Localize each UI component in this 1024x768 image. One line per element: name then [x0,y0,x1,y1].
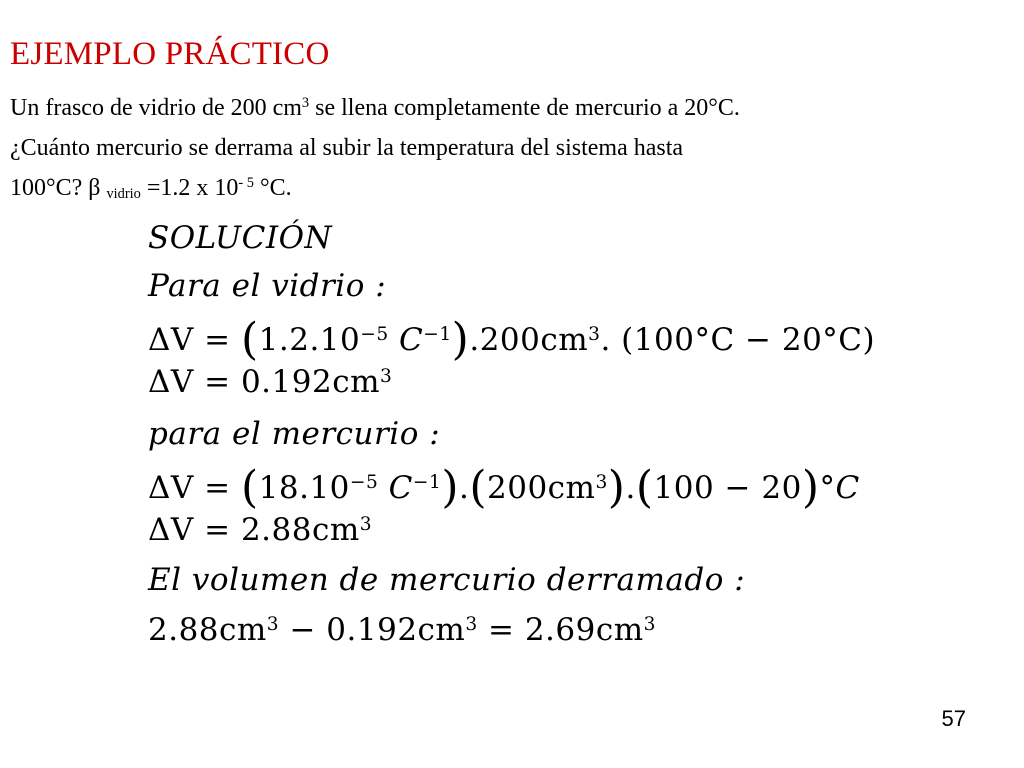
mercury-label [148,416,440,452]
equation-spilled-volume [148,612,656,648]
problem-line-1 [10,88,1000,128]
eq-text: 18.10 [258,470,350,506]
exponent: 3 [465,613,478,635]
problem-text: °C. [253,175,292,201]
equation-mercury-volume [148,462,860,513]
problem-statement [10,88,1000,208]
eq-text: 1.2.10 [258,322,361,358]
exponent: −1 [412,471,442,493]
exponent: 3 [595,471,608,493]
glass-label [148,268,386,304]
problem-line-3 [10,168,1000,208]
eq-text: . [625,470,636,506]
problem-line-2: ¿Cuánto mercurio se derrama al subir la temperatura del sistema hasta [10,135,684,161]
problem-text: Un frasco de vidrio de 200 cm [10,95,302,121]
eq-text: 100 − 20 [653,470,802,506]
eq-text: . [458,470,470,506]
exponent: −5 [360,323,389,345]
exponent: 3 [379,365,393,387]
eq-text: C [388,322,424,358]
equation-mercury-result [148,512,372,548]
exponent: −5 [349,471,379,493]
right-paren: ) [451,314,470,365]
exponent: 3 [301,95,310,112]
eq-text: ΔV = 0.192cm [148,364,380,400]
eq-text: ΔV = 2.88cm [148,512,360,548]
equation-glass-volume [148,314,875,365]
equation-glass-result [148,364,392,400]
exponent: 3 [266,613,280,635]
page-number: 57 [941,706,966,731]
eq-text: 2.88cm [148,612,267,648]
solution-heading [148,220,332,256]
mercury-label-text: para el mercurio : [148,416,441,452]
subscript: vidrio [106,185,141,202]
eq-text: = 2.69cm [477,612,644,648]
right-paren: ) [607,462,626,513]
eq-text: 200cm [487,470,596,506]
solution-heading-text: SOLUCIÓN [148,220,333,256]
conclusion-label-text: El volumen de mercurio derramado : [148,562,746,598]
exponent: 3 [643,613,656,635]
right-paren: ) [441,462,459,513]
exponent: - 5 [238,175,254,192]
eq-text: ΔV = [148,470,241,506]
problem-text: =1.2 x 10 [140,175,239,201]
left-paren: ( [240,462,259,513]
right-paren: ) [801,462,820,513]
conclusion-label [148,562,745,598]
eq-text: C [378,470,413,506]
eq-text: °C [819,470,860,506]
eq-text: .200cm [469,322,589,358]
eq-text: . (100°C − 20°C) [600,322,876,358]
exponent: −1 [423,323,452,345]
problem-text: 100°C? β [10,175,107,201]
problem-text: se llena completamente de mercurio a 20°C. [309,95,740,121]
glass-label-text: Para el vidrio : [148,268,387,304]
eq-text: ΔV = [148,322,241,358]
left-paren: ( [240,314,259,365]
exponent: 3 [588,323,601,345]
eq-text: − 0.192cm [279,612,466,648]
slide-title: EJEMPLO PRÁCTICO [10,36,330,72]
left-paren: ( [469,462,488,513]
exponent: 3 [359,513,373,535]
left-paren: ( [635,462,654,513]
